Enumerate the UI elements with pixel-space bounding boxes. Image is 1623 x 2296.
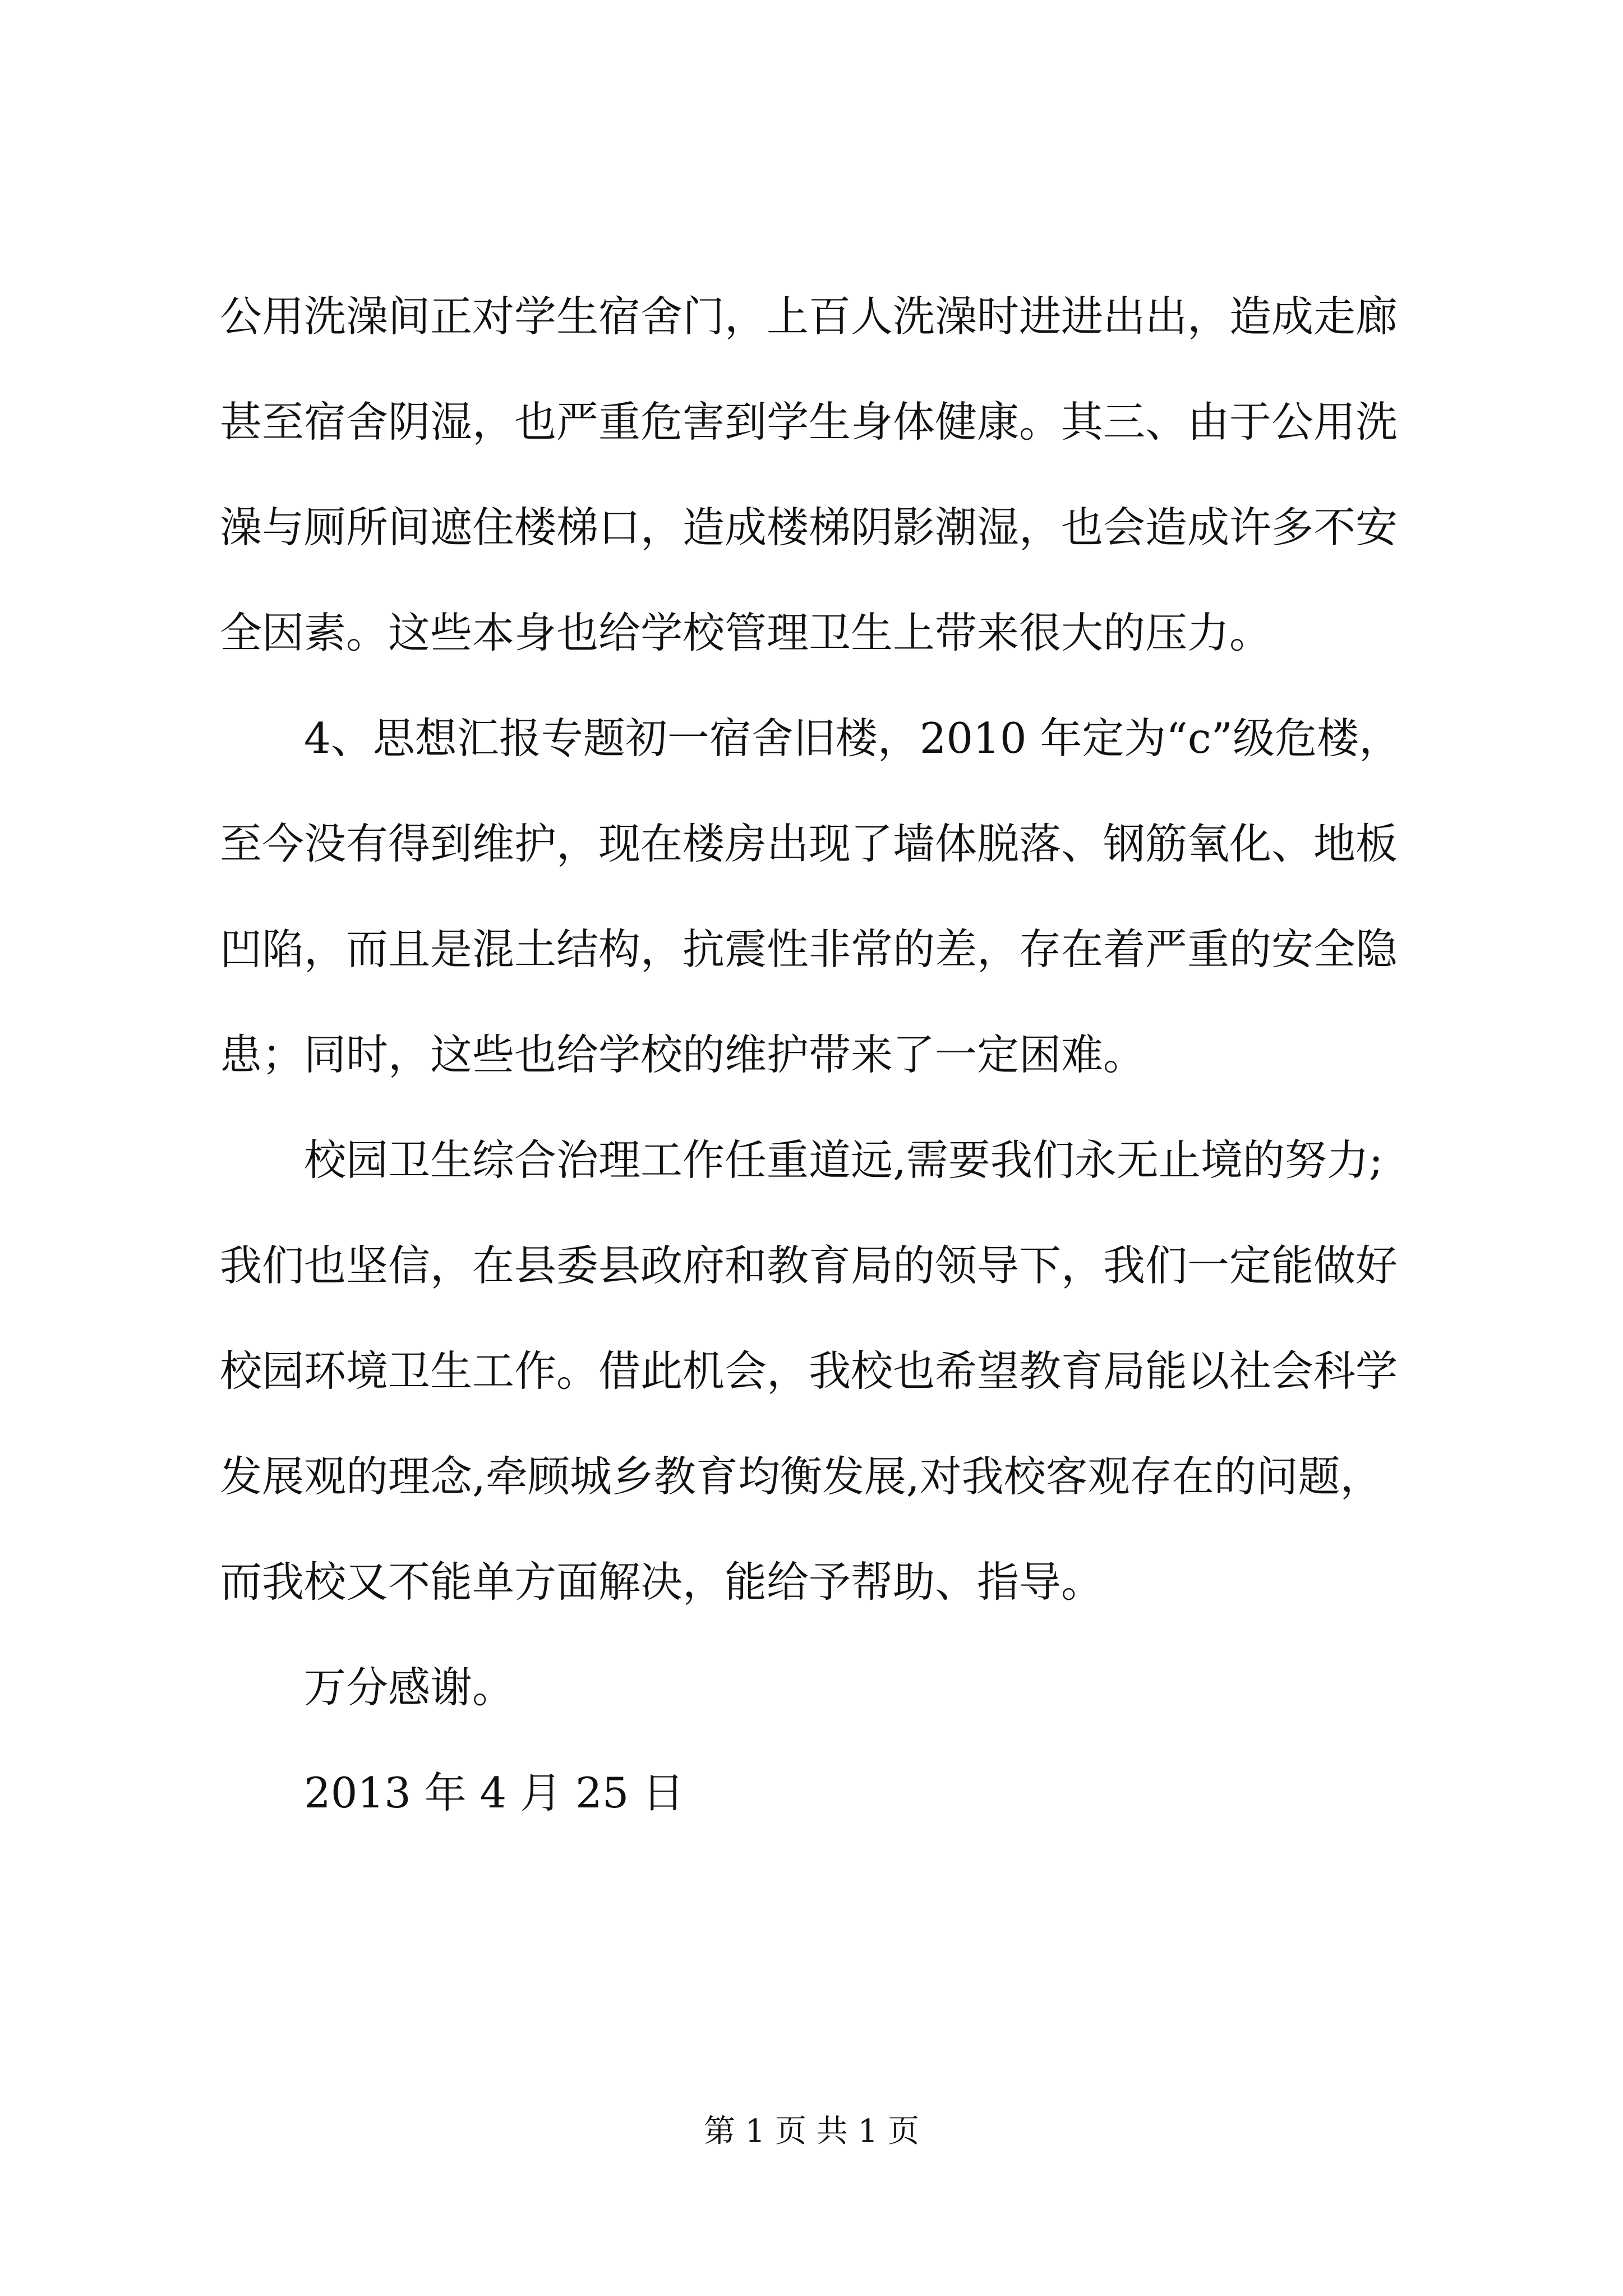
page-number-footer: 第 1 页 共 1 页 — [703, 2113, 920, 2150]
paragraph-line: 公用洗澡间正对学生宿舍门，上百人洗澡时进进出出，造成走廊 — [220, 292, 1398, 341]
paragraph-line: 凹陷，而且是混土结构，抗震性非常的差，存在着严重的安全隐 — [220, 924, 1398, 974]
paragraph-line: 而我校又不能单方面解决，能给予帮助、指导。 — [220, 1557, 1104, 1607]
document-body — [220, 264, 1409, 1846]
paragraph-line: 全因素。这些本身也给学校管理卫生上带来很大的压力。 — [220, 608, 1272, 657]
paragraph-line: 发展观的理念,牵顾城乡教育均衡发展,对我校客观存在的问题， — [220, 1452, 1382, 1501]
paragraph-line: 至今没有得到维护，现在楼房出现了墙体脱落、钢筋氧化、地板 — [220, 819, 1398, 868]
paragraph-line: 校园卫生综合治理工作任重道远,需要我们永无止境的努力; — [304, 1135, 1384, 1185]
date-line: 2013 年 4 月 25 日 — [304, 1768, 685, 1818]
paragraph-line: 4、思想汇报专题初一宿舍旧楼，2010 年定为“c”级危楼， — [304, 714, 1401, 763]
paragraph-line: 我们也坚信，在县委县政府和教育局的领导下，我们一定能做好 — [220, 1241, 1398, 1290]
paragraph-line: 澡与厕所间遮住楼梯口，造成楼梯阴影潮湿，也会造成许多不安 — [220, 503, 1398, 552]
paragraph-line: 患；同时，这些也给学校的维护带来了一定困难。 — [220, 1030, 1146, 1079]
paragraph-line: 甚至宿舍阴湿，也严重危害到学生身体健康。其三、由于公用洗 — [220, 397, 1398, 447]
paragraph-line: 校园环境卫生工作。借此机会，我校也希望教育局能以社会科学 — [220, 1346, 1398, 1396]
closing-line: 万分感谢。 — [304, 1663, 515, 1712]
